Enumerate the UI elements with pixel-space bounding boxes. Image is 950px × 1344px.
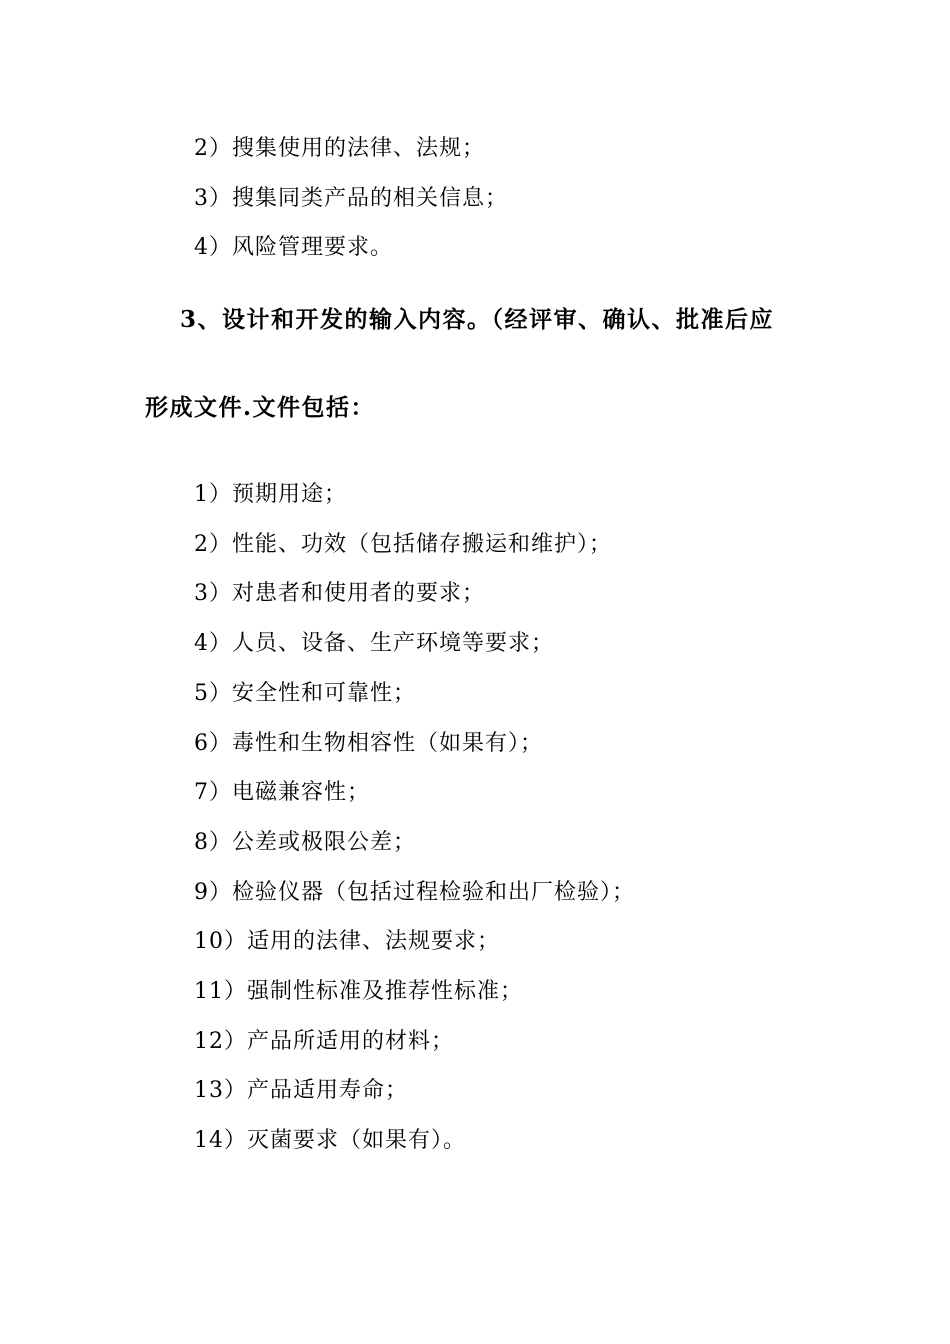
section-heading: 3、设计和开发的输入内容。（经评审、确认、批准后应: [180, 306, 775, 333]
list-item: 14）灭菌要求（如果有）。: [194, 1128, 466, 1153]
list-item: 3）对患者和使用者的要求；: [194, 581, 485, 606]
list-item: 9）检验仪器（包括过程检验和出厂检验）；: [194, 880, 635, 905]
list-item: 13）产品适用寿命；: [194, 1078, 408, 1103]
list-item: 12）产品所适用的材料；: [194, 1029, 454, 1054]
list-item: 10）适用的法律、法规要求；: [194, 929, 500, 954]
list-item: 5）安全性和可靠性；: [194, 681, 416, 706]
list-item: 2）性能、功效（包括储存搬运和维护）；: [194, 532, 612, 557]
list-item: 11）强制性标准及推荐性标准；: [194, 979, 523, 1004]
list-item: 1）预期用途；: [194, 482, 347, 507]
list-item: 4）风险管理要求。: [194, 235, 393, 260]
list-item: 2）搜集使用的法律、法规；: [194, 136, 485, 161]
list-item: 4）人员、设备、生产环境等要求；: [194, 631, 554, 656]
section-heading-continued: 形成文件.文件包括：: [145, 394, 376, 421]
list-item: 7）电磁兼容性；: [194, 780, 370, 805]
list-item: 3）搜集同类产品的相关信息；: [194, 186, 508, 211]
list-item: 8）公差或极限公差；: [194, 830, 416, 855]
list-item: 6）毒性和生物相容性（如果有）；: [194, 731, 543, 756]
